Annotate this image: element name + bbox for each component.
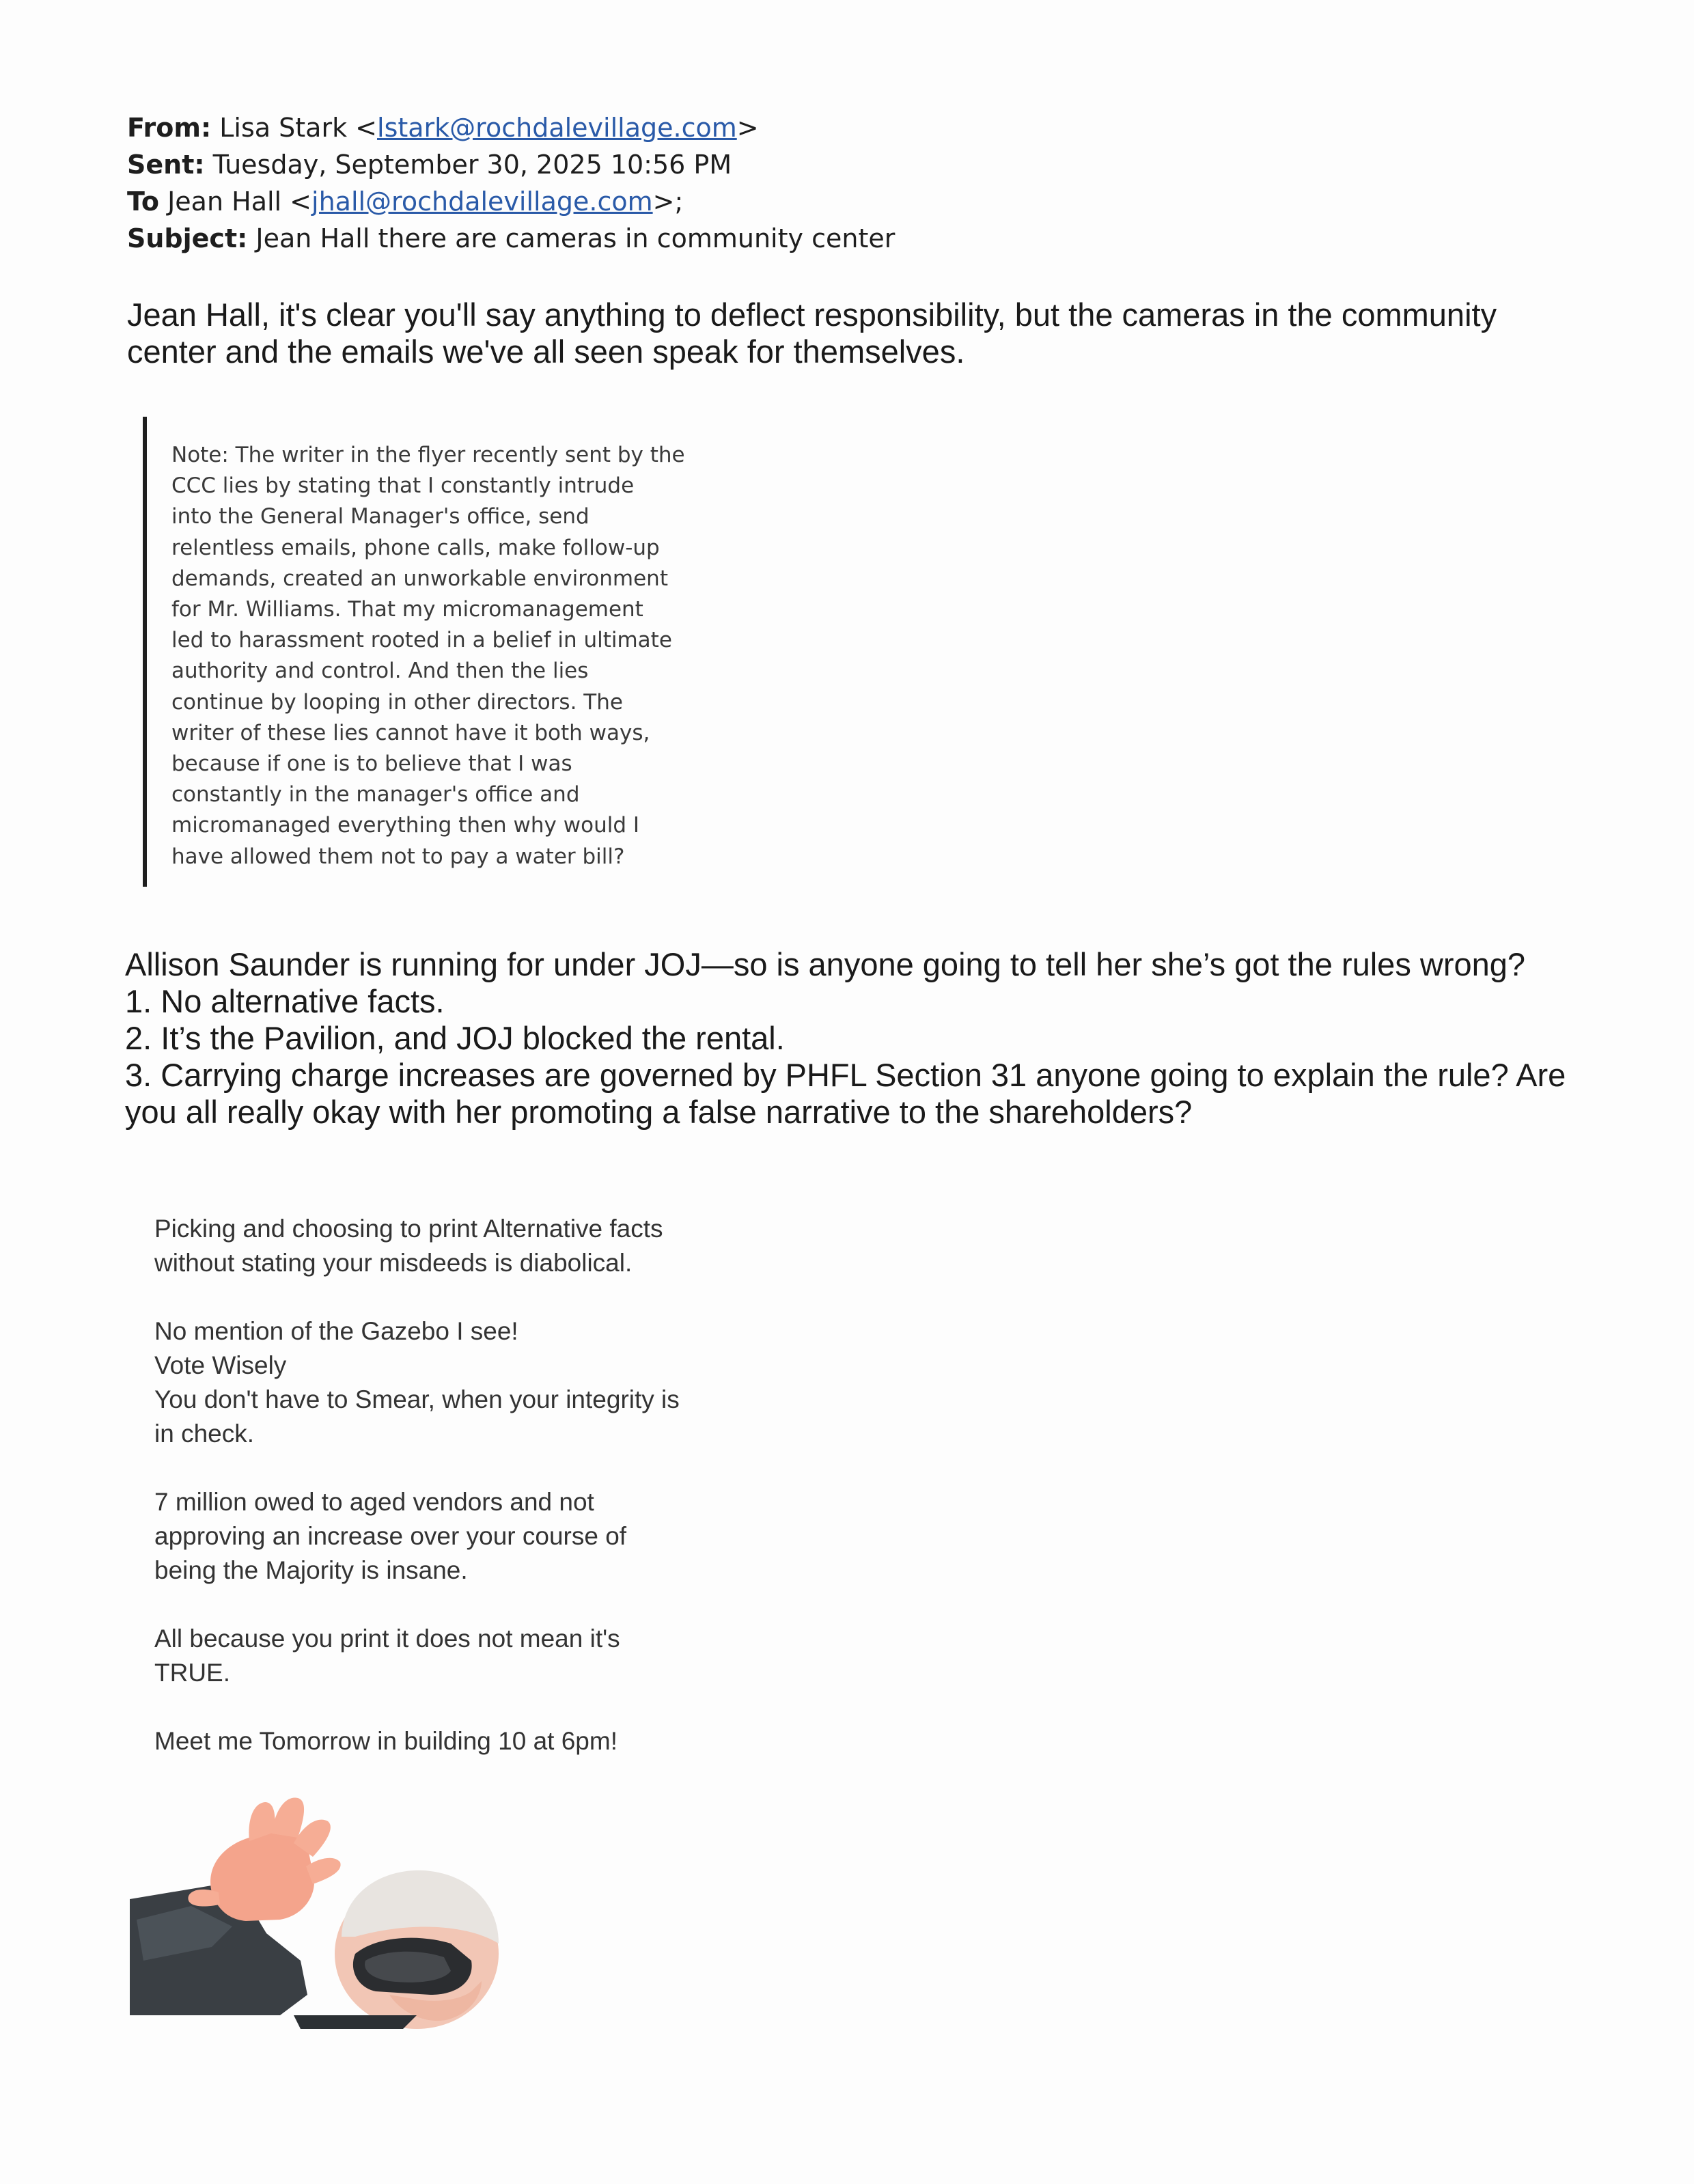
to-email-link[interactable]: jhall@rochdalevillage.com [311,186,653,217]
sent-label: Sent: [127,150,205,180]
from-name: Lisa Stark < [219,113,378,143]
quote-line: into the General Manager's office, send [171,504,589,529]
quote-line: CCC lies by stating that I constantly intrude [171,473,635,499]
from-email-link[interactable]: lstark@rochdalevillage.com [377,113,737,143]
subject-value: Jean Hall there are cameras in community center [255,223,895,253]
quote-line: micromanaged everything then why would I [171,813,640,838]
allison-point-2: 2. It’s the Pavilion, and JOJ blocked the rental. [125,1020,785,1056]
flyer-line: without stating your misdeeds is diabolical. [154,1249,633,1277]
flyer-line: No mention of the Gazebo I see! [154,1317,518,1345]
flyer-gap [154,1451,769,1485]
flyer-line: being the Majority is insane. [154,1556,468,1584]
flyer-line: in check. [154,1420,255,1448]
quote-line: have allowed them not to pay a water bill? [171,844,625,869]
allison-point-1: 1. No alternative facts. [125,983,445,1019]
flyer-gap [154,1690,769,1724]
quoted-note-text [171,440,691,872]
allison-paragraph [125,946,1628,1131]
quote-line: Note: The writer in the flyer recently sent by the [171,443,685,467]
flyer-gap [154,1588,769,1622]
allison-point-3: 3. Carrying charge increases are governed by PHFL Section 31 anyone going to explain the rule? Are [125,1057,1566,1093]
flyer-line: 7 million owed to aged vendors and not [154,1488,594,1516]
flyer-line: approving an increase over your course of [154,1522,627,1550]
flyer-gap [154,1280,769,1314]
sent-value: Tuesday, September 30, 2025 10:56 PM [212,150,732,180]
flyer-line: Picking and choosing to print Alternative facts [154,1215,663,1243]
quote-line: demands, created an unworkable environment [171,566,668,591]
quote-line: writer of these lies cannot have it both ways, [171,720,650,745]
quote-line: for Mr. Williams. That my micromanagement [171,597,643,622]
from-line [127,109,1152,146]
email-header [127,109,1152,257]
quote-line: because if one is to believe that I was [171,751,572,777]
subject-line [127,220,1152,257]
to-label: To [127,186,159,217]
to-close: >; [652,186,684,217]
subject-label: Subject: [127,223,248,253]
quote-line: constantly in the manager's office and [171,782,580,807]
vr-figure-icon [130,1790,512,2036]
quoted-note [143,417,693,887]
flyer-line: All because you print it does not mean it's [154,1625,620,1653]
flyer-line: Meet me Tomorrow in building 10 at 6pm! [154,1727,617,1755]
allison-intro: Allison Saunder is running for under JOJ—so is anyone going to tell her she’s got the rules wrong? [125,946,1526,982]
to-name: Jean Hall < [167,186,312,217]
sent-line [127,146,1152,183]
to-line [127,183,1152,220]
flyer-line: Vote Wisely [154,1351,287,1379]
from-close: > [736,113,759,143]
quote-line: led to harassment rooted in a belief in ultimate [171,628,672,653]
quote-line: relentless emails, phone calls, make follow-up [171,535,660,560]
flyer-line: TRUE. [154,1659,230,1687]
from-label: From: [127,113,212,143]
lead-paragraph: Jean Hall, it's clear you'll say anything to deflect responsibility, but the cameras in the community center and the emails we've all seen speak for themselves. [127,296,1497,370]
flyer-line: You don't have to Smear, when your integrity is [154,1385,680,1413]
quote-line: continue by looping in other directors. The [171,689,623,715]
flyer-text [154,1212,769,1758]
allison-point-3-cont: you all really okay with her promoting a false narrative to the shareholders? [125,1094,1193,1130]
vr-figure-illustration [130,1790,512,2036]
quote-line: authority and control. And then the lies [171,659,589,684]
